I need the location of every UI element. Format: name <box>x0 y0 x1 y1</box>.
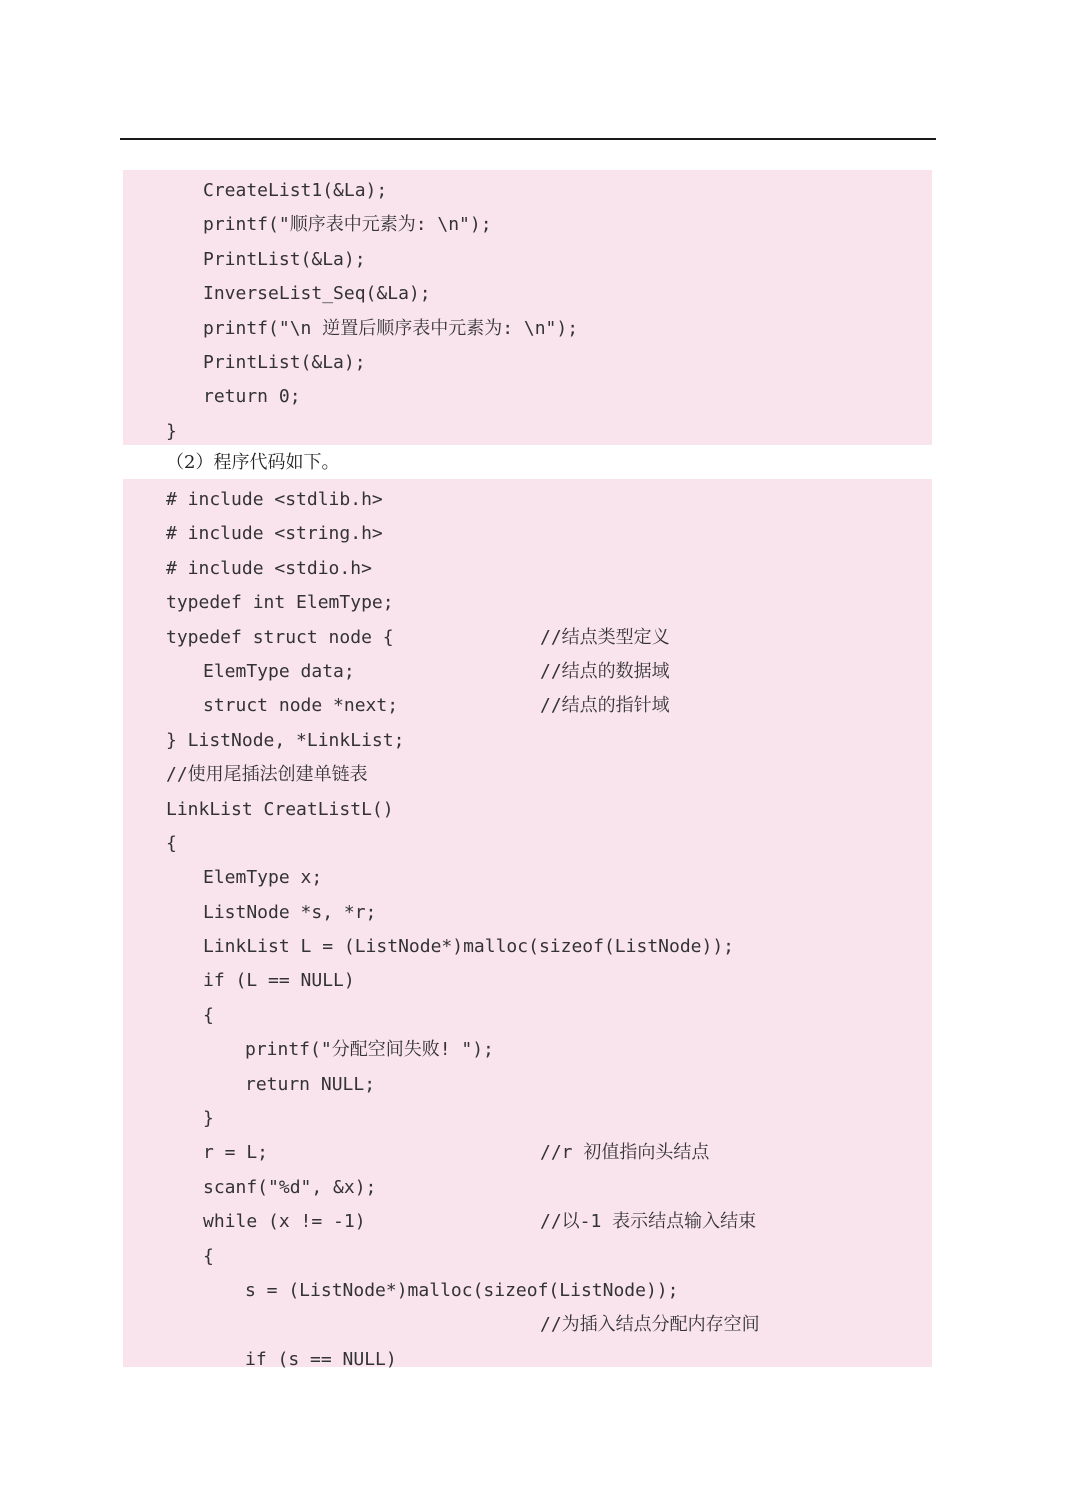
code-text: if (L == NULL) <box>203 970 355 992</box>
code-line <box>123 621 932 655</box>
code-line <box>123 999 932 1033</box>
code-line <box>123 793 932 827</box>
code-comment: //为插入结点分配内存空间 <box>540 1314 760 1336</box>
code-comment: //结点的指针域 <box>540 695 670 717</box>
code-line <box>123 1308 932 1342</box>
code-line <box>123 758 932 792</box>
code-text: typedef struct node { <box>166 626 394 648</box>
code-line <box>123 724 932 758</box>
header-rule <box>120 138 936 140</box>
code-line <box>123 1171 932 1205</box>
code-text: printf("顺序表中元素为: \n"); <box>203 214 492 236</box>
code-text: { <box>203 1004 214 1026</box>
code-comment: //结点的数据域 <box>540 660 670 682</box>
code-text: } ListNode, *LinkList; <box>166 729 405 751</box>
code-line <box>123 312 932 346</box>
code-text: //使用尾插法创建单链表 <box>166 764 368 786</box>
code-text: PrintList(&La); <box>203 248 366 270</box>
code-comment: //结点类型定义 <box>540 626 670 648</box>
code-line <box>123 1102 932 1136</box>
code-line <box>123 208 932 242</box>
code-line <box>123 380 932 414</box>
code-block-1 <box>123 170 932 445</box>
code-text: typedef int ElemType; <box>166 592 394 614</box>
code-text: { <box>203 1245 214 1267</box>
code-text: ElemType x; <box>203 867 323 889</box>
code-text: if (s == NULL) <box>245 1348 397 1370</box>
code-text: } <box>203 1108 214 1130</box>
code-line <box>123 277 932 311</box>
code-line <box>123 827 932 861</box>
code-line <box>123 689 932 723</box>
code-text: # include <string.h> <box>166 523 383 545</box>
code-line <box>123 517 932 551</box>
code-text: # include <stdlib.h> <box>166 489 383 510</box>
code-line <box>123 964 932 998</box>
code-text: s = (ListNode*)malloc(sizeof(ListNode)); <box>245 1279 679 1301</box>
code-line <box>123 655 932 689</box>
code-text: CreateList1(&La); <box>203 180 388 201</box>
code-line <box>123 346 932 380</box>
code-text: PrintList(&La); <box>203 351 366 373</box>
code-line <box>123 930 932 964</box>
code-line <box>123 1343 932 1377</box>
code-comment: //以-1 表示结点输入结束 <box>540 1211 757 1233</box>
code-text: while (x != -1) <box>203 1211 366 1233</box>
code-line <box>123 552 932 586</box>
code-text: struct node *next; <box>203 695 399 717</box>
code-text: return 0; <box>203 386 301 408</box>
code-line <box>123 1136 932 1170</box>
code-text: LinkList L = (ListNode*)malloc(sizeof(ListNode)); <box>203 936 735 958</box>
code-text: { <box>166 832 177 854</box>
code-comment: //r 初值指向头结点 <box>540 1142 710 1164</box>
code-text: printf("分配空间失败! "); <box>245 1039 494 1061</box>
code-text: ElemType data; <box>203 660 355 682</box>
code-text: r = L; <box>203 1142 269 1164</box>
code-block-2 <box>123 479 932 1370</box>
code-text: printf("\n 逆置后顺序表中元素为: \n"); <box>203 317 579 339</box>
code-line <box>123 586 932 620</box>
code-line <box>123 1240 932 1274</box>
code-text: return NULL; <box>245 1073 376 1095</box>
section-caption: （2）程序代码如下。 <box>166 452 340 473</box>
code-text: LinkList CreatListL() <box>166 798 394 820</box>
code-text: InverseList_Seq(&La); <box>203 283 431 305</box>
code-text: } <box>166 420 177 442</box>
code-text: scanf("%d", &x); <box>203 1176 377 1198</box>
code-line <box>123 483 932 517</box>
code-line <box>123 896 932 930</box>
code-text: ListNode *s, *r; <box>203 901 377 923</box>
code-line <box>123 1033 932 1067</box>
code-line <box>123 1274 932 1308</box>
code-text: # include <stdio.h> <box>166 557 372 579</box>
code-line <box>123 415 932 449</box>
code-line <box>123 861 932 895</box>
code-line <box>123 1205 932 1239</box>
code-line <box>123 243 932 277</box>
code-line <box>123 174 932 208</box>
code-line <box>123 1068 932 1102</box>
